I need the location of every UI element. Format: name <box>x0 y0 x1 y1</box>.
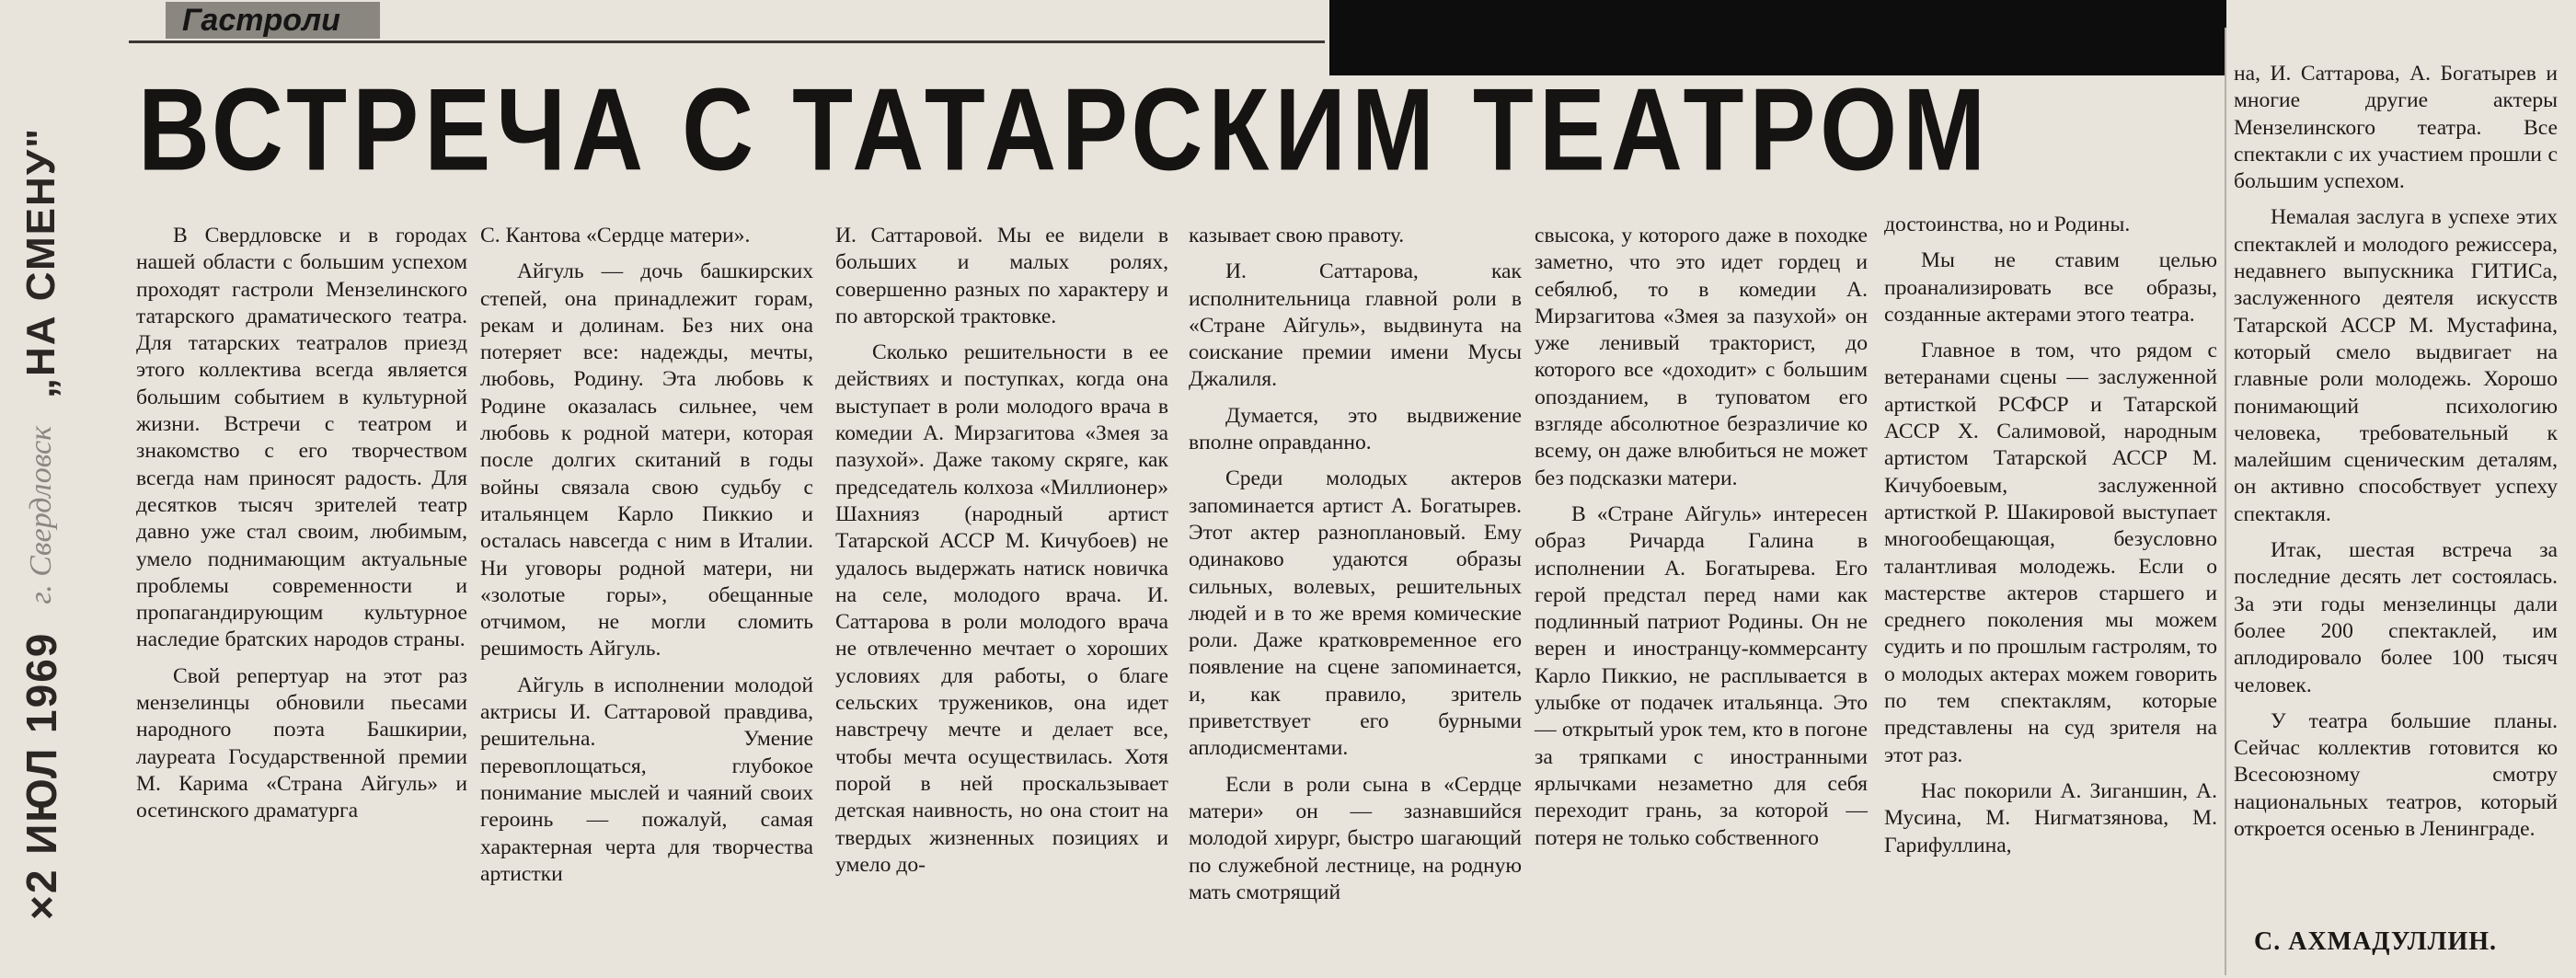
article-column-3 <box>835 223 1168 879</box>
paragraph: Итак, шестая встреча за последние десять лет состоялась. За эти годы мензелинцы дали более 200 спектаклей, им аплодировало более 100 тысяч человек. <box>2234 538 2558 697</box>
paragraph: Свой репертуар на этот раз мензелинцы обновили пьесами народного поэта Башкирии, лауреата Государственной премии М. Карима «Страна Айгуль» и осетинского драматурга <box>136 663 467 823</box>
source-date: ×2 ИЮЛ 1969 <box>17 631 65 920</box>
author-signature: С. АХМАДУЛЛИН. <box>2254 927 2498 956</box>
article-column-4 <box>1189 223 1522 906</box>
paragraph: Немалая заслуга в успехе этих спектаклей и молодого режиссера, недавнего выпускника ГИТИСа, заслуженного деятеля искусств Татарской АССР М. Мустафина, который смело выдвигает на главные роли молодежь. Хорошо понимающий психологию человека, требовательный к малейшим сценическим деталям, он активно способствует успеху спектакля. <box>2234 205 2558 526</box>
source-city: г. Свердловск <box>24 425 58 604</box>
paragraph: Среди молодых актеров запоминается артист А. Богатырев. Этот актер разноплановый. Ему одинаково удаются образы сильных, волевых, решительных людей и в то же время комические роли. Даже кратковременное его появление на сцене запоминается, и, как правило, зритель приветствует его бурными аплодисментами. <box>1189 466 1522 761</box>
rubric-rule <box>129 40 1325 43</box>
paragraph: В «Стране Айгуль» интересен образ Ричарда Галина в исполнении А. Богатырева. Его герой предстал перед нами как подлинный патриот Родины. Он не верен и иностранцу-коммерсанту Карло Пиккио, не расплывается в улыбке от подачек итальянца. Это — открытый урок тем, кто в погоне за тряпками с иностранными ярлычками незаметно для себя переходит грань, за которой — потеря не только собственного <box>1535 501 1868 850</box>
paragraph: Если в роли сына в «Сердце матери» он — зазнавшийся молодой хирург, быстро шагающий по служебной лестнице, на родную мать смотрящий <box>1189 772 1522 904</box>
paragraph: С. Кантова «Сердце матери». <box>480 224 751 247</box>
paragraph: Думается, это выдвижение вполне оправданно. <box>1189 403 1522 455</box>
paragraph: И. Саттаровой. Мы ее видели в больших и малых ролях, совершенно разных по характеру и по авторской трактовке. <box>835 224 1168 328</box>
source-newspaper: „НА СМЕНУ" <box>18 127 63 398</box>
rubric-label: Гастроли <box>166 2 380 39</box>
article-headline: ВСТРЕЧА С ТАТАРСКИМ ТЕАТРОМ <box>138 63 1992 195</box>
source-stamp <box>0 127 92 920</box>
paragraph: Главное в том, что рядом с ветеранами сцены — заслуженной артисткой РСФСР и Татарской АССР Х. Салимовой, народным артистом Татарской АССР М. Кичубоевым, заслуженной артисткой Р. Шакировой выступает многообещающая, безусловно талантливая молодежь. Если о мастерстве актеров старшего и среднего поколения мы можем судить и по прошлым гастролям, то о молодых актерах можем говорить по тем спектаклям, которые представлены на суд зрителя на этот раз. <box>1884 339 2217 767</box>
article-column-2 <box>480 223 813 888</box>
paragraph: И. Саттарова, как исполнительница главной роли в «Стране Айгуль», выдвинута на соискание премии имени Мусы Джалиля. <box>1189 259 1522 392</box>
paragraph: на, И. Саттарова, А. Богатырев и многие другие актеры Мензелинского театра. Все спектакли с их участием прошли с большим успехом. <box>2234 62 2558 194</box>
article-column-6 <box>1884 212 2217 859</box>
paragraph: Нас покорили А. Зиганшин, А. Мусина, М. Нигматзянова, М. Гарифуллина, <box>1884 778 2217 857</box>
paragraph: У театра большие планы. Сейчас коллектив готовится ко Всесоюзному смотру национальных театров, который откроется осенью в Ленинграде. <box>2234 708 2558 842</box>
paragraph: В Свердловске и в городах нашей области с большим успехом проходят гастроли Мензелинского татарского драматического театра. Для татарских театралов приезд этого коллектива всегда является большим событием в культурной жизни. Встречи с театром и знакомство с его творчеством всегда нам приносят радость. Для десятков тысяч зрителей театр давно уже стал своим, любимым, умело поднимающим актуальные проблемы современности и пропагандирующим культурное наследие братских народов страны. <box>136 224 467 652</box>
article-column-7 <box>2234 61 2558 843</box>
paragraph: свысока, у которого даже в походке заметно, что это идет гордец и себялюб, то в комедии А. Мирзагитова «Змея за пазухой» он уже ленивый тракторист, до которого все «доходит» с большим опозданием, в туповатом его взгляде абсолютное безразличие ко всему, он даже влюбиться не может без подсказки матери. <box>1535 224 1868 490</box>
paragraph: достоинства, но и Родины. <box>1884 213 2131 236</box>
column-rule <box>2225 28 2226 975</box>
article-column-5 <box>1535 223 1868 852</box>
paragraph: Сколько решительности в ее действиях и поступках, когда она выступает в роли молодого врача в комедии А. Мирзагитова «Змея за пазухой». Даже такому скряге, как председатель колхоза «Миллионер» Шахнияз (народный артист Татарской АССР М. Кичубоев) не удалось выдержать натиск новичка на селе, молодого врача. И. Саттарова в роли молодого врача не отвлеченно мечтает о хороших условиях для работы, о благе сельских тружеников, она идет навстречу мечте и делает все, чтобы мечта осуществилась. Хотя порой в ней проскальзывает детская наивность, но она стоит на твердых жизненных позициях и умело до- <box>835 340 1168 877</box>
article-column-1 <box>136 223 467 825</box>
paragraph: Айгуль в исполнении молодой актрисы И. Саттаровой правдива, решительна. Умение перевоплощаться, глубокое понимание мыслей и чаяний своих героинь — пожалуй, самая характерная черта для творчества артистки <box>480 673 813 886</box>
paragraph: Мы не ставим целью проанализировать все образы, созданные актерами этого театра. <box>1884 248 2217 327</box>
paragraph: Айгуль — дочь башкирских степей, она принадлежит горам, рекам и долинам. Без них она потеряет все: надежды, мечты, любовь, Родину. Эта любовь к Родине оказалась сильнее, чем любовь к родной матери, которая после долгих скитаний в годы войны связала свою судьбу с итальянцем Карло Пиккио и осталась навсегда с ним в Италии. Ни уговоры родной матери, ни «золотые горы», обещанные отчимом, не могли сломить решимость Айгуль. <box>480 259 813 662</box>
paragraph: казывает свою правоту. <box>1189 224 1405 247</box>
